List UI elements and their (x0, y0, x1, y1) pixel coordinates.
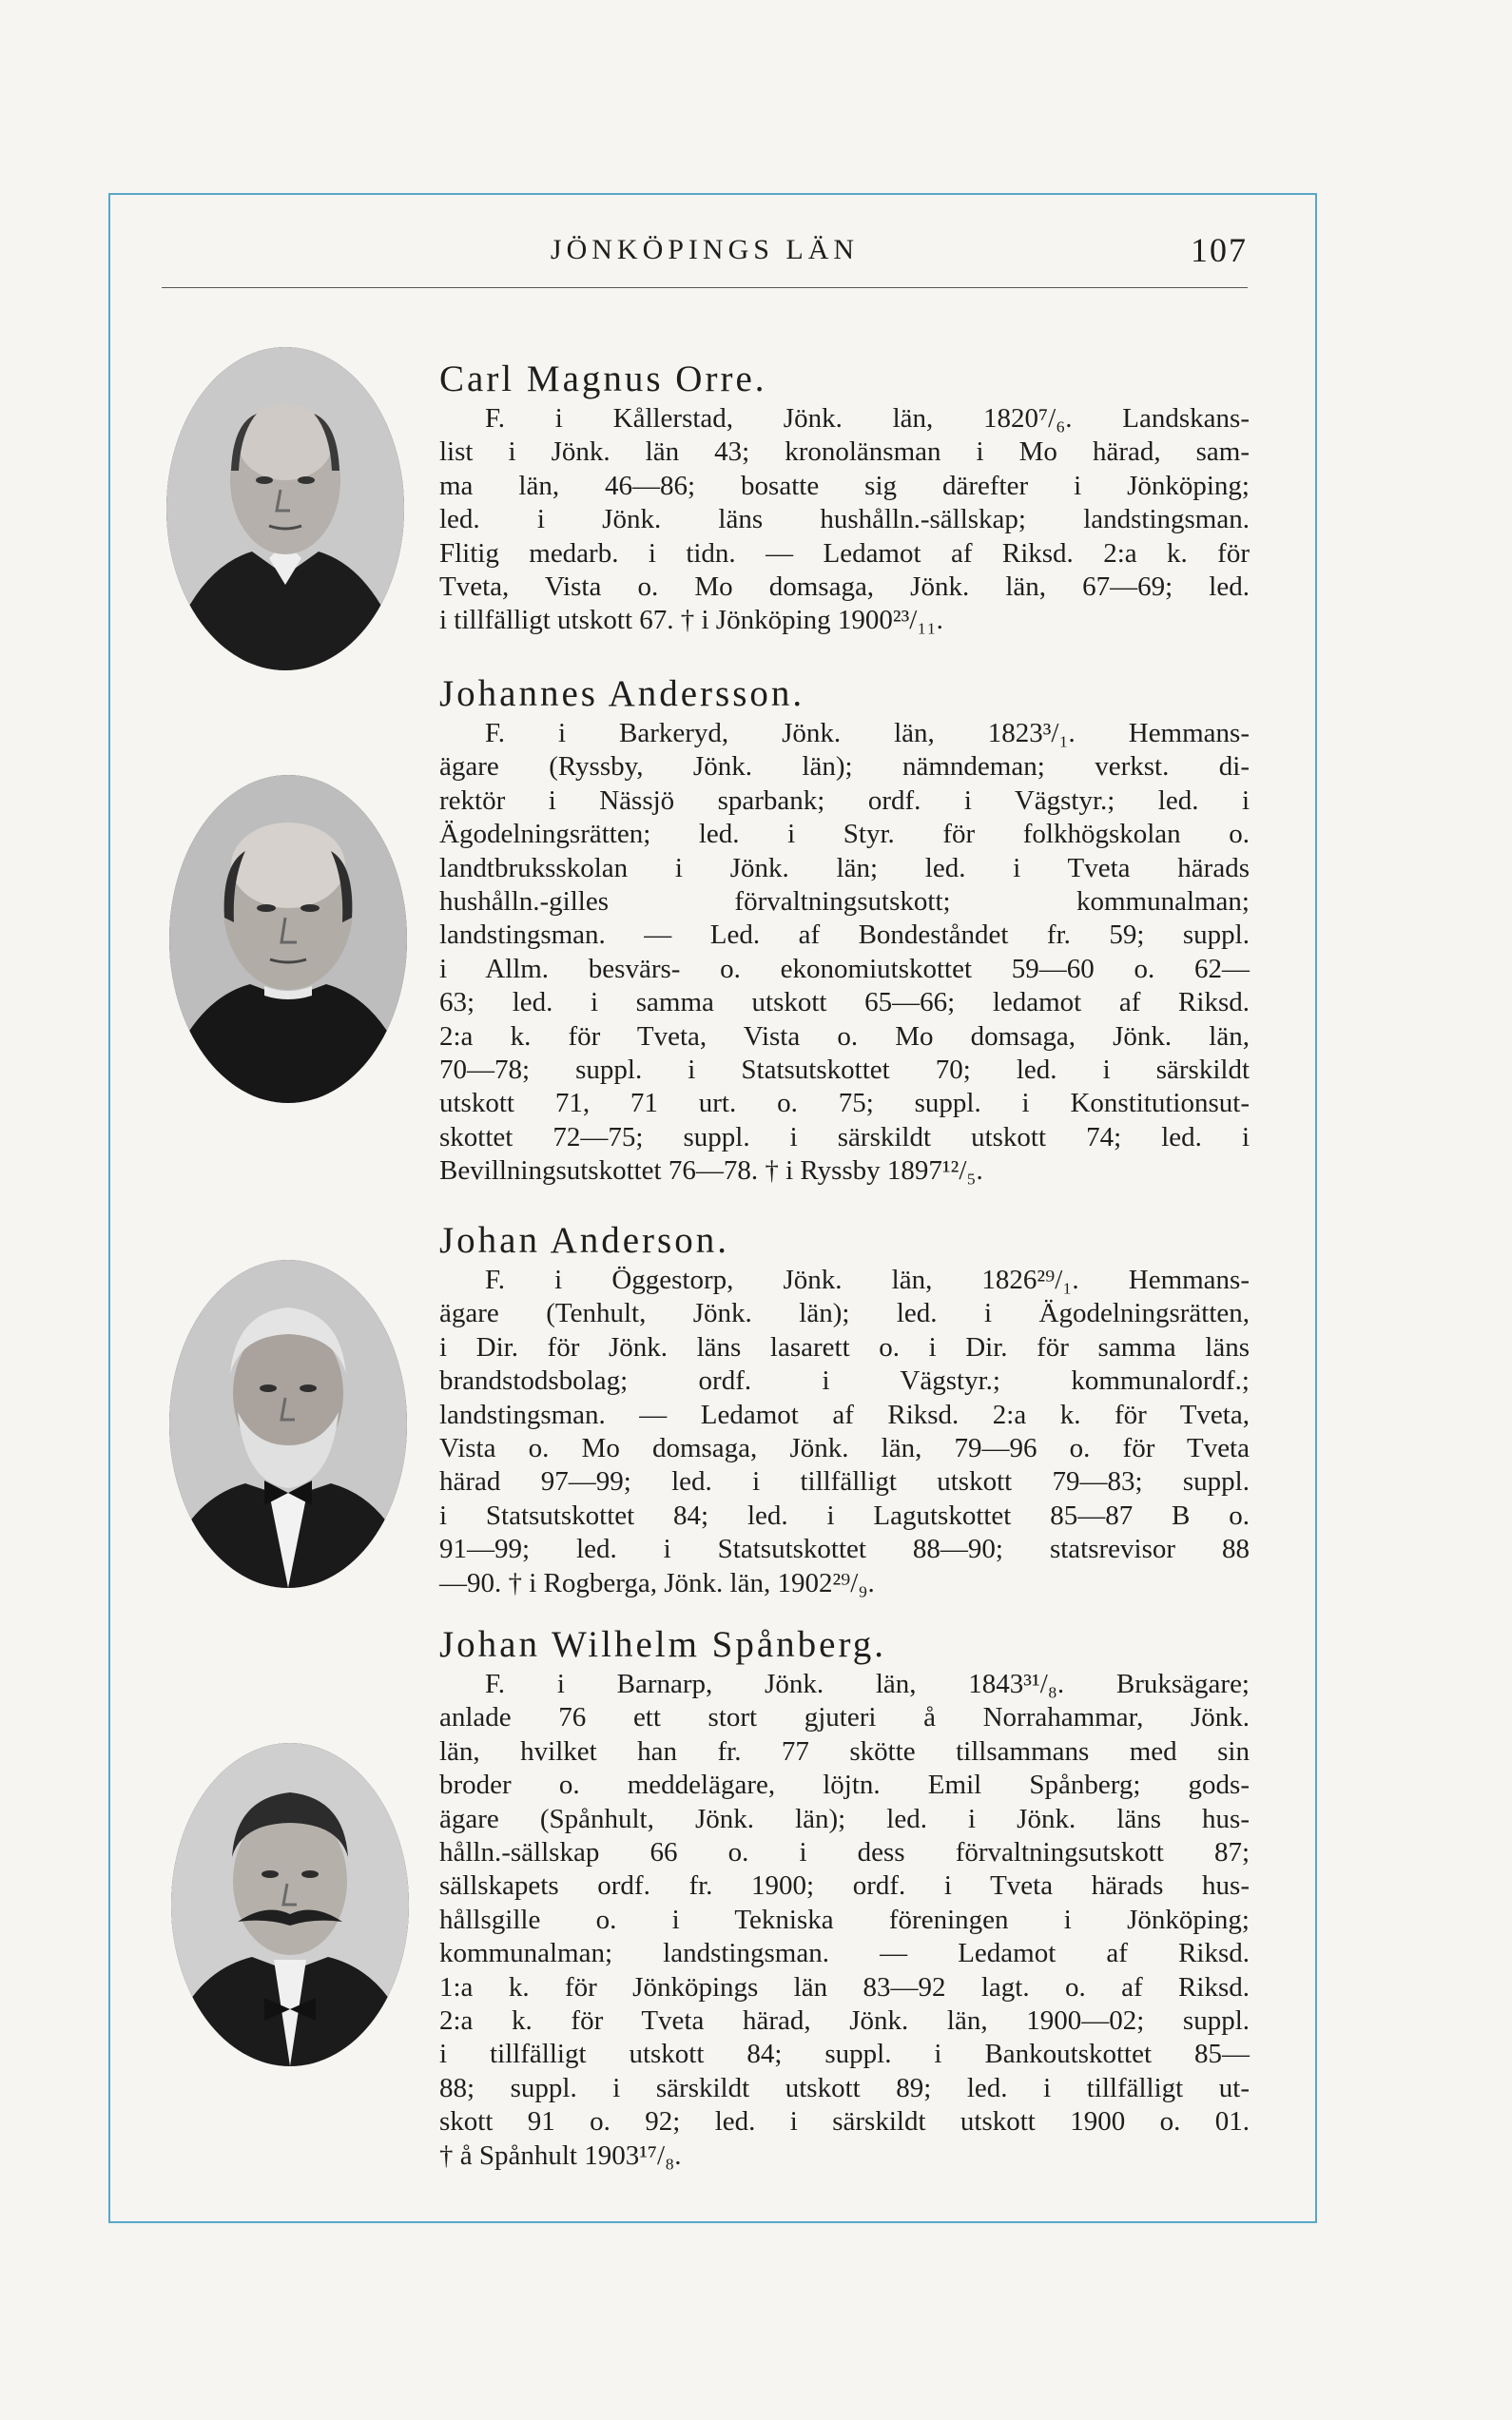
entry-name: Johan Anderson. (439, 1220, 729, 1261)
portrait-bearded-man-icon (169, 1260, 407, 1588)
running-header-title: JÖNKÖPINGS LÄN (550, 234, 860, 265)
entry-text-line: 88; suppl. i särskildt utskott 89; led. i tillfälligt ut- (439, 2072, 1250, 2103)
entry-text-line: ma län, 46—86; bosatte sig därefter i Jönköping; (439, 470, 1250, 501)
entry-text-line: list i Jönk. län 43; kronolänsman i Mo härad, sam- (439, 436, 1250, 468)
entry-text-line: rektör i Nässjö sparbank; ordf. i Vägstyr.; led. i (439, 784, 1250, 816)
entry-text-line: sällskapets ordf. fr. 1900; ordf. i Tveta härads hus- (439, 1870, 1250, 1902)
portrait-johannes-andersson (169, 775, 407, 1103)
biography-entry (439, 1624, 1250, 2173)
entry-text-line: landstingsman. — Led. af Bondeståndet fr. 59; suppl. (439, 920, 1250, 951)
entry-text-line: brandstodsbolag; ordf. i Vägstyr.; kommunalordf.; (439, 1365, 1250, 1397)
entry-text-line: i Dir. för Jönk. läns lasarett o. i Dir. för samma läns (439, 1331, 1250, 1363)
entry-text-line: 70—78; suppl. i Statsutskottet 70; led. i särskildt (439, 1055, 1250, 1086)
entry-text-line: ägare (Tenhult, Jönk. län); led. i Ägodelningsrätten, (439, 1298, 1250, 1329)
entry-text-line: hushålln.-gilles förvaltningsutskott; kommunalman; (439, 886, 1250, 918)
entry-text-line: 2:a k. för Tveta härad, Jönk. län, 1900—02; suppl. (439, 2005, 1250, 2037)
entry-text-line: led. i Jönk. läns hushålln.-sällskap; landstingsman. (439, 504, 1250, 535)
entry-text-line: F. i Kållerstad, Jönk. län, 1820⁷/₆. Landskans- (485, 403, 1250, 434)
entry-text-line: kommunalman; landstingsman. — Ledamot af Riksd. (439, 1938, 1250, 1969)
entry-text-line: Bevillningsutskottet 76—78. † i Ryssby 1897¹²/₅. (439, 1155, 983, 1187)
portrait-johan-wilhelm-spanberg (171, 1743, 409, 2066)
entry-text-line: 2:a k. för Tveta, Vista o. Mo domsaga, Jönk. län, (439, 1020, 1250, 1052)
entry-text-line: hållsgille o. i Tekniska föreningen i Jönköping; (439, 1904, 1250, 1935)
entry-text-line: härad 97—99; led. i tillfälligt utskott 79—83; suppl. (439, 1466, 1250, 1498)
entry-text-line: hålln.-sällskap 66 o. i dess förvaltningsutskott 87; (439, 1837, 1250, 1868)
entry-text-line: ägare (Ryssby, Jönk. län); nämndeman; verkst. di- (439, 751, 1250, 783)
biography-entry (439, 1220, 1250, 1600)
portrait-mustached-man-icon (171, 1743, 409, 2066)
entry-text-line: skott 91 o. 92; led. i särskildt utskott 1900 o. 01. (439, 2106, 1250, 2138)
entry-text-line: 1:a k. för Jönköpings län 83—92 lagt. o. af Riksd. (439, 1971, 1250, 2003)
entry-text-line: utskott 71, 71 urt. o. 75; suppl. i Konstitutionsut- (439, 1088, 1250, 1119)
portrait-carl-magnus-orre (166, 347, 404, 670)
entry-text-line: F. i Öggestorp, Jönk. län, 1826²⁹/₁. Hemmans- (485, 1265, 1250, 1295)
entry-text-line: Tveta, Vista o. Mo domsaga, Jönk. län, 67—69; led. (439, 571, 1250, 603)
entry-text-line: landstingsman. — Ledamot af Riksd. 2:a k. för Tveta, (439, 1399, 1250, 1430)
entry-text-line: i Statsutskottet 84; led. i Lagutskottet 85—87 B o. (439, 1500, 1250, 1531)
entry-text-line: Flitig medarb. i tidn. — Ledamot af Riksd. 2:a k. för (439, 537, 1250, 569)
running-header (162, 219, 1248, 288)
entry-text-line: ägare (Spånhult, Jönk. län); led. i Jönk. läns hus- (439, 1803, 1250, 1834)
page-number: 107 (1191, 231, 1248, 269)
entry-text-line: skottet 72—75; suppl. i särskildt utskott 74; led. i (439, 1121, 1250, 1152)
entry-text-line: F. i Barkeryd, Jönk. län, 1823³/₁. Hemmans- (485, 718, 1250, 748)
portrait-bald-man-icon (169, 775, 407, 1103)
entry-name: Johannes Andersson. (439, 673, 805, 714)
entry-text-line: 63; led. i samma utskott 65—66; ledamot af Riksd. (439, 987, 1250, 1018)
entry-text-line: —90. † i Rogberga, Jönk. län, 1902²⁹/₉. (439, 1567, 875, 1598)
portrait-bald-man-icon (166, 347, 404, 670)
entry-text-line: i Allm. besvärs- o. ekonomiutskottet 59—60 o. 62— (439, 953, 1250, 984)
entry-text-line: Ägodelningsrätten; led. i Styr. för folkhögskolan o. (439, 819, 1250, 850)
entry-text-line: i tillfälligt utskott 84; suppl. i Bankoutskottet 85— (439, 2039, 1250, 2070)
biography-entry (439, 673, 1250, 1189)
entry-text-line: 91—99; led. i Statsutskottet 88—90; statsrevisor 88 (439, 1534, 1250, 1565)
entry-text-line: F. i Barnarp, Jönk. län, 1843³¹/₈. Bruksägare; (485, 1669, 1250, 1699)
entry-text-line: anlade 76 ett stort gjuteri å Norrahammar, Jönk. (439, 1702, 1250, 1733)
portrait-johan-anderson (169, 1260, 407, 1588)
entry-text-line: landtbruksskolan i Jönk. län; led. i Tveta härads (439, 852, 1250, 883)
entry-text-line: Vista o. Mo domsaga, Jönk. län, 79—96 o. för Tveta (439, 1433, 1250, 1464)
biography-entry (439, 358, 1250, 638)
entry-text-line: län, hvilket han fr. 77 skötte tillsammans med sin (439, 1735, 1250, 1767)
entry-name: Johan Wilhelm Spånberg. (439, 1624, 887, 1665)
entry-text-line: † å Spånhult 1903¹⁷/₈. (439, 2139, 682, 2171)
entry-name: Carl Magnus Orre. (439, 358, 767, 399)
entry-text-line: i tillfälligt utskott 67. † i Jönköping 1900²³/₁₁. (439, 605, 943, 636)
entry-text-line: broder o. meddelägare, löjtn. Emil Spånberg; gods- (439, 1770, 1250, 1801)
